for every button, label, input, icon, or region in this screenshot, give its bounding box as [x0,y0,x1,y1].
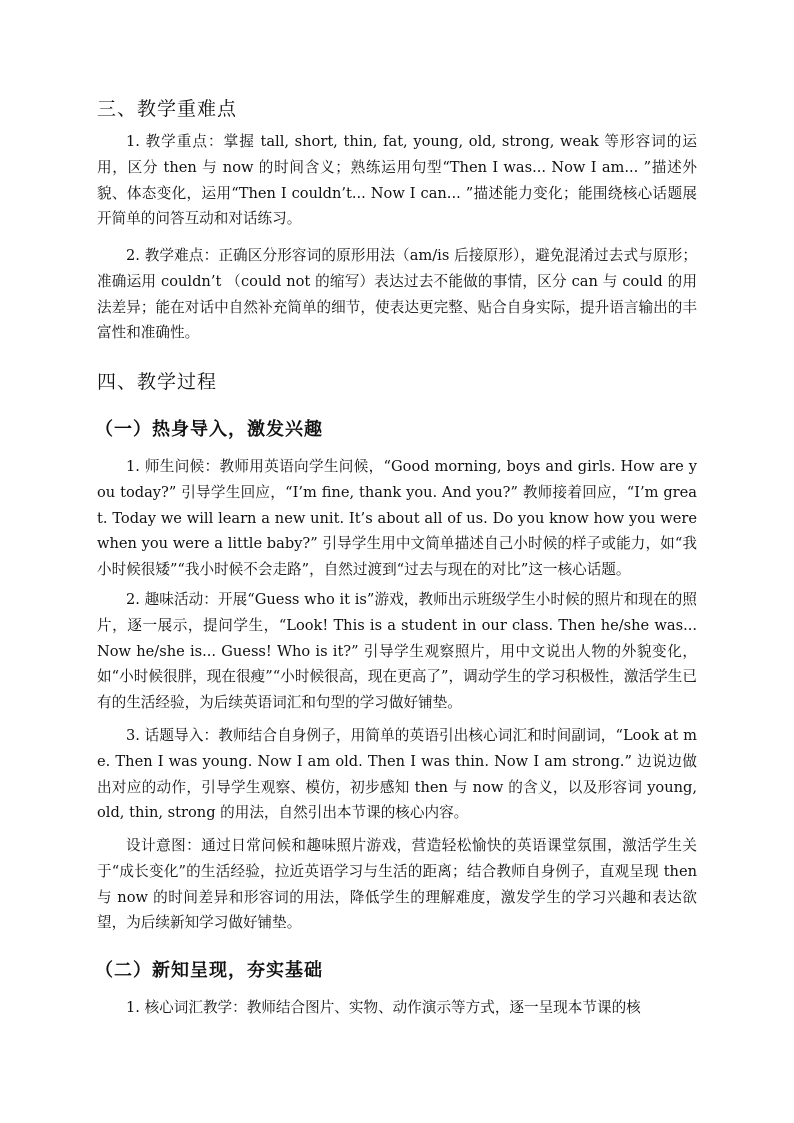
paragraph-topic-lead-in: 3. 话题导入：教师结合自身例子，用简单的英语引出核心词汇和时间副词，“Look at me. Then I was young. Now I am old. Then I was thin. Now I am strong.” 边说边做出对应的动作，引导学生观察、模仿，初步感知 then 与 now 的含义，以及形容词 young, old, thin, strong 的用法，自然引出本节课的核心内容。 [97,727,697,822]
subsection-heading-new-knowledge: （二）新知呈现，夯实基础 [95,960,323,981]
paragraph-key-points: 1. 教学重点：掌握 tall, short, thin, fat, young, old, strong, weak 等形容词的运用，区分 then 与 now 的时间含义；熟练运用句型“Then I was... Now I am... ”描述外貌、体态变化，运用“Then I couldn’t... Now I can... ”描述能力变化；能围绕核心话题展开简单的问答互动和对话练习。 [97,133,697,228]
paragraph-fun-activity: 2. 趣味活动：开展“Guess who it is”游戏，教师出示班级学生小时候的照片和现在的照片，逐一展示，提问学生，“Look! This is a student in our class. Then he/she was... Now he/she is... Guess! Who is it?” 引导学生观察照片，用中文说出人物的外貌变化，如“小时候很胖，现在很瘦”“小时候很高，现在更高了”，调动学生的学习积极性，激活学生已有的生活经验，为后续英语词汇和句型的学习做好铺垫。 [97,591,697,712]
section-heading-key-points: 三、教学重难点 [97,98,238,120]
section-heading-teaching-process: 四、教学过程 [97,371,218,393]
paragraph-core-vocabulary: 1. 核心词汇教学：教师结合图片、实物、动作演示等方式，逐一呈现本节课的核 [126,999,641,1016]
paragraph-difficult-points: 2. 教学难点：正确区分形容词的原形用法（am/is 后接原形），避免混淆过去式与原形；准确运用 couldn’t （could not 的缩写）表达过去不能做的事情，区分 can 与 could 的用法差异；能在对话中自然补充简单的细节，使表达更完整、贴合自身实际，提升语言输出的丰富性和准确性。 [97,247,697,342]
paragraph-design-intent: 设计意图：通过日常问候和趣味照片游戏，营造轻松愉快的英语课堂氛围，激活学生关于“成长变化”的生活经验，拉近英语学习与生活的距离；结合教师自身例子，直观呈现 then 与 now 的时间差异和形容词的用法，降低学生的理解难度，激发学生的学习兴趣和表达欲望，为后续新知学习做好铺垫。 [97,837,697,932]
subsection-heading-warm-up: （一）热身导入，激发兴趣 [95,419,323,440]
paragraph-greeting: 1. 师生问候：教师用英语向学生问候，“Good morning, boys and girls. How are you today?” 引导学生回应，“I’m fine, thank you. And you?” 教师接着回应，“I’m great. Today we will learn a new unit. It’s about all of us. Do you know how you were when you were a little baby?” 引导学生用中文简单描述自己小时候的样子或能力，如“我小时候很矮”“我小时候不会走路”，自然过渡到“过去与现在的对比”这一核心话题。 [97,458,697,579]
